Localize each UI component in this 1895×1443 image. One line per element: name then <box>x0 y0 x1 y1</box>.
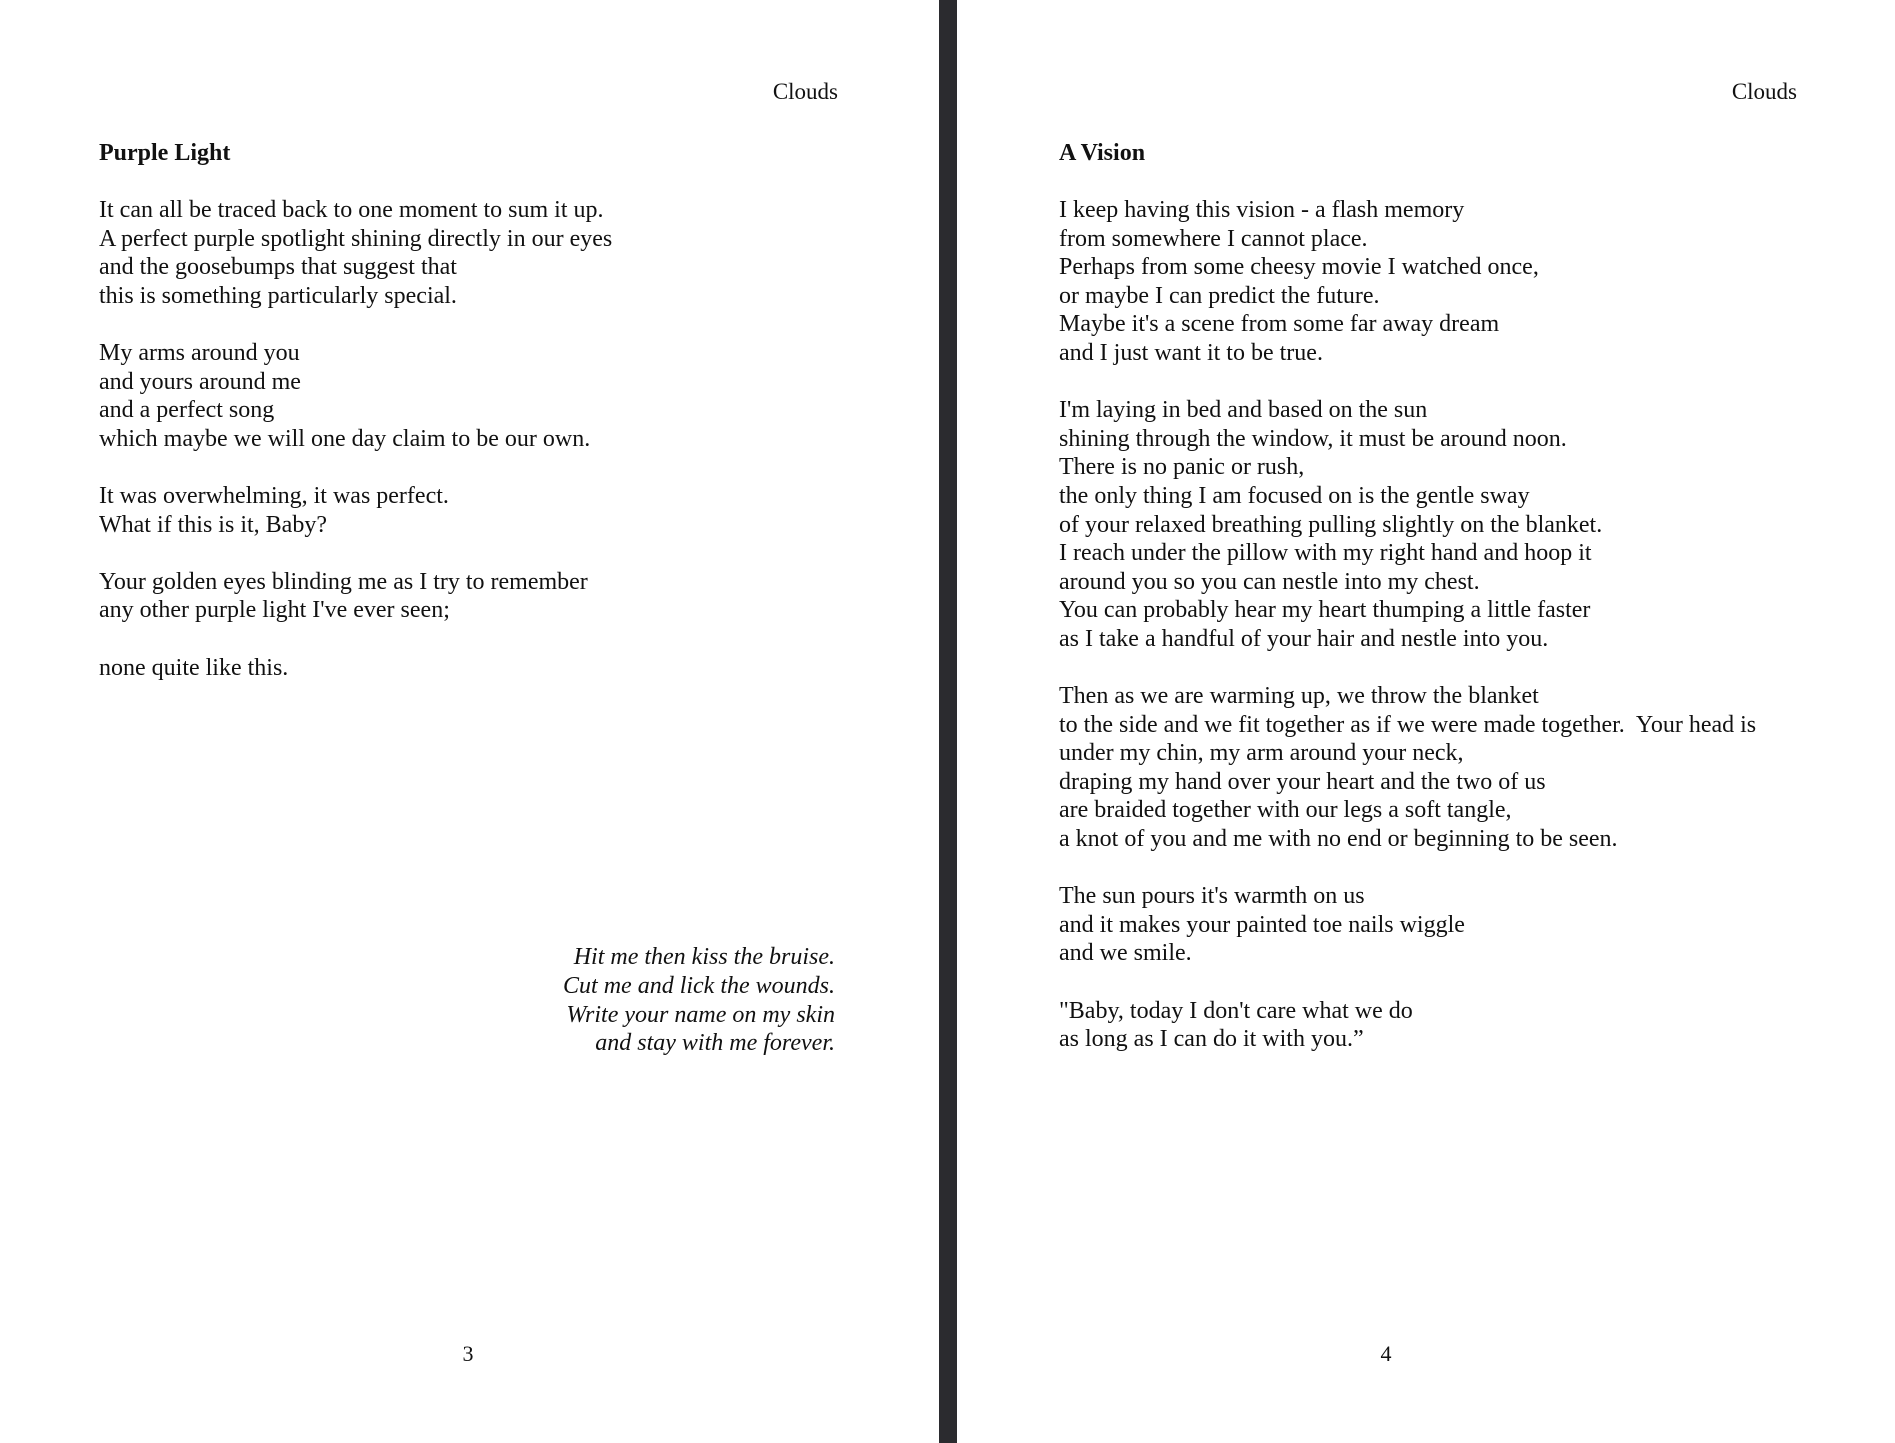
poem-line: a knot of you and me with no end or beginning to be seen. <box>1059 826 1618 853</box>
poem-line: to the side and we fit together as if we were made together. Your head is <box>1059 711 1757 738</box>
stanza <box>99 568 839 625</box>
poem-title: Purple Light <box>99 140 231 166</box>
poem-line: shining through the window, it must be around noon. <box>1059 425 1567 452</box>
poem-line: "Baby, today I don't care what we do <box>1059 997 1413 1024</box>
poem-line: or maybe I can predict the future. <box>1059 282 1380 309</box>
poem-body <box>1059 196 1859 1082</box>
poem-line: from somewhere I cannot place. <box>1059 225 1368 252</box>
poem-line: I reach under the pillow with my right hand and hoop it <box>1059 540 1592 567</box>
poem-line: Perhaps from some cheesy movie I watched once, <box>1059 254 1539 281</box>
poem-line: Your golden eyes blinding me as I try to remember <box>99 568 588 595</box>
stanza <box>1059 396 1859 653</box>
poem-line: draping my hand over your heart and the two of us <box>1059 768 1546 795</box>
poem-line: I'm laying in bed and based on the sun <box>1059 397 1428 424</box>
epigraph-line: Write your name on my skin <box>566 1001 835 1028</box>
poem-line: as long as I can do it with you.” <box>1059 1026 1364 1053</box>
stanza <box>99 482 839 539</box>
poem-line: this is something particularly special. <box>99 282 457 309</box>
poem-line: any other purple light I've ever seen; <box>99 597 450 624</box>
page-number: 4 <box>1380 1341 1392 1366</box>
epigraph-line: Cut me and lick the wounds. <box>563 972 835 999</box>
poem-line: The sun pours it's warmth on us <box>1059 883 1365 910</box>
poem-line: There is no panic or rush, <box>1059 454 1305 481</box>
poem-line: What if this is it, Baby? <box>99 511 327 538</box>
poem-line: and the goosebumps that suggest that <box>99 254 457 281</box>
epigraph-line: Hit me then kiss the bruise. <box>573 944 835 970</box>
stanza <box>1059 682 1859 854</box>
poem-line: You can probably hear my heart thumping a little faster <box>1059 597 1591 624</box>
poem-line: and yours around me <box>99 368 301 395</box>
poem-line: as I take a handful of your hair and nestle into you. <box>1059 625 1549 652</box>
stanza <box>1059 196 1859 368</box>
poem-line: around you so you can nestle into my chest. <box>1059 568 1480 595</box>
poem-body <box>99 196 839 711</box>
left-page <box>0 0 939 1443</box>
poem-line: of your relaxed breathing pulling slightly on the blanket. <box>1059 511 1603 538</box>
stanza <box>99 196 839 310</box>
poem-line: the only thing I am focused on is the gentle sway <box>1059 482 1530 509</box>
page-number: 3 <box>462 1341 474 1366</box>
running-header: Clouds <box>772 79 838 104</box>
poem-line: and we smile. <box>1059 940 1192 967</box>
poem-line: It can all be traced back to one moment to sum it up. <box>99 197 604 223</box>
poem-line: A perfect purple spotlight shining directly in our eyes <box>99 225 613 252</box>
epigraph-line: and stay with me forever. <box>595 1030 835 1057</box>
stanza <box>1059 882 1859 968</box>
poem-line: Maybe it's a scene from some far away dream <box>1059 311 1500 338</box>
page-gutter <box>939 0 957 1443</box>
poem-title: A Vision <box>1059 140 1146 166</box>
poem-line: under my chin, my arm around your neck, <box>1059 740 1464 767</box>
poem-line: and a perfect song <box>99 397 275 424</box>
poem-line: and it makes your painted toe nails wiggle <box>1059 911 1465 938</box>
poem-line: which maybe we will one day claim to be our own. <box>99 425 591 452</box>
poem-line: and I just want it to be true. <box>1059 339 1323 366</box>
poem-line: My arms around you <box>99 339 300 366</box>
right-page <box>957 0 1895 1443</box>
stanza <box>1059 997 1859 1054</box>
stanza <box>99 339 839 453</box>
poem-line: I keep having this vision - a flash memory <box>1059 197 1465 223</box>
poem-line: It was overwhelming, it was perfect. <box>99 482 449 509</box>
stanza <box>99 654 839 683</box>
running-header: Clouds <box>1731 79 1797 104</box>
epigraph <box>563 943 835 1058</box>
poem-line: are braided together with our legs a soft tangle, <box>1059 797 1512 824</box>
poem-line: Then as we are warming up, we throw the blanket <box>1059 683 1539 710</box>
poem-line: none quite like this. <box>99 654 289 681</box>
